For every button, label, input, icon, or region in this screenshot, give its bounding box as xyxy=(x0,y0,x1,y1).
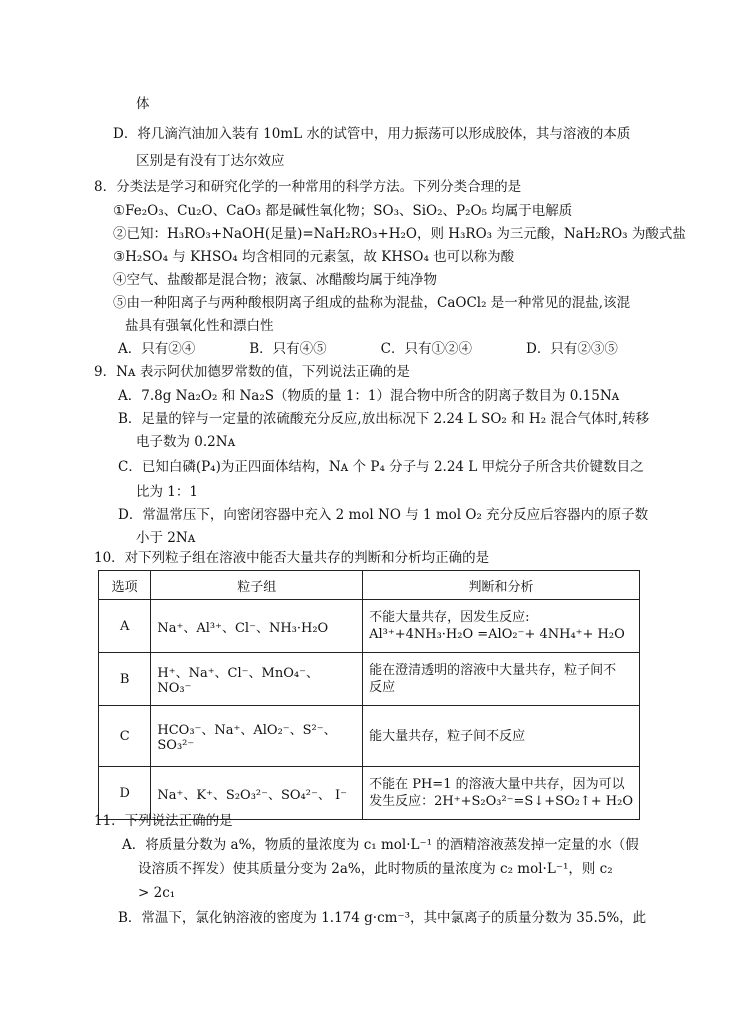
question-10-stem: 10．对下列粒子组在溶液中能否大量共存的判断和分析均正确的是 xyxy=(94,550,490,566)
option-d-text: D．将几滴汽油加入装有 10mL 水的试管中，用力振荡可以形成胶体，其与溶液的本质 xyxy=(113,126,631,142)
line-continuation: 体 xyxy=(136,96,150,112)
question-8-stem: 8．分类法是学习和研究化学的一种常用的科学方法。下列分类合理的是 xyxy=(94,179,522,195)
q8-options: A．只有②④ B．只有④⑤ C．只有①②④ D．只有②③⑤ xyxy=(118,341,618,357)
q8-statement-3: ③H₂SO₄ 与 KHSO₄ 均含相同的元素氢，故 KHSO₄ 也可以称为酸 xyxy=(113,249,515,265)
q9-option-b-cont: 电子数为 0.2Nᴀ xyxy=(136,434,236,450)
row-analysis xyxy=(363,767,640,820)
q9-option-d-cont: 小于 2Nᴀ xyxy=(136,530,196,546)
analysis-line-2: Al³⁺+4NH₃·H₂O =AlO₂⁻+ 4NH₄⁺+ H₂O xyxy=(369,627,625,642)
q8-statement-5: ⑤由一种阳离子与两种酸根阴离子组成的盐称为混盐，CaOCl₂ 是一种常见的混盐,该混 xyxy=(113,295,631,311)
analysis-line-2: 反应 xyxy=(369,680,396,695)
header-particles: 粒子组 xyxy=(151,571,363,600)
row-option: B xyxy=(99,653,151,706)
header-analysis: 判断和分析 xyxy=(363,571,640,600)
q9-option-d: D．常温常压下，向密闭容器中充入 2 mol NO 与 1 mol O₂ 充分反应后容器内的原子数 xyxy=(118,507,649,523)
row-analysis xyxy=(363,600,640,653)
row-particles: H⁺、Na⁺、Cl⁻、MnO₄⁻、 NO₃⁻ xyxy=(151,653,363,706)
row-particles: Na⁺、Al³⁺、Cl⁻、NH₃·H₂O xyxy=(151,600,363,653)
analysis-line-1: 不能在 PH=1 的溶液大量中共存，因为可以 xyxy=(369,777,625,792)
q11-option-a-cont: 设溶质不挥发）使其质量分变为 2a%，此时物质的量浓度为 c₂ mol·L⁻¹，则 c₂ xyxy=(138,861,613,877)
q11-option-a: A．将质量分数为 a%，物质的量浓度为 c₁ mol·L⁻¹ 的酒精溶液蒸发掉一定量的水（假 xyxy=(122,837,639,853)
option-d-text-cont: 区别是有没有丁达尔效应 xyxy=(136,153,285,169)
ion-coexistence-table xyxy=(98,570,640,820)
q9-option-a: A．7.8g Na₂O₂ 和 Na₂S（物质的量 1：1）混合物中所含的阴离子数目为 0.15Nᴀ xyxy=(118,388,620,404)
row-option: C xyxy=(99,706,151,767)
question-9-stem: 9．Nᴀ 表示阿伏加德罗常数的值，下列说法正确的是 xyxy=(94,364,410,380)
row-analysis xyxy=(363,653,640,706)
row-option: A xyxy=(99,600,151,653)
q8-statement-1: ①Fe₂O₃、Cu₂O、CaO₃ 都是碱性氧化物；SO₃、SiO₂、P₂O₅ 均属于电解质 xyxy=(113,203,573,219)
table-row xyxy=(99,706,640,767)
q8-statement-5-cont: 盐具有强氧化性和漂白性 xyxy=(125,318,274,334)
q8-statement-2: ②已知：H₃RO₃+NaOH(足量)=NaH₂RO₃+H₂O，则 H₃RO₃ 为三元酸，NaH₂RO₃ 为酸式盐 xyxy=(113,226,686,242)
analysis-line-1: 能大量共存，粒子间不反应 xyxy=(369,728,526,744)
q8-statement-4: ④空气、盐酸都是混合物；液氯、冰醋酸均属于纯净物 xyxy=(113,272,437,288)
q9-option-c-cont: 比为 1：1 xyxy=(136,484,198,500)
row-analysis xyxy=(363,706,640,767)
question-11-stem: 11．下列说法正确的是 xyxy=(94,813,233,829)
header-option: 选项 xyxy=(99,571,151,600)
analysis-line-2: 发生反应：2H⁺+S₂O₃²⁻=S↓+SO₂↑+ H₂O xyxy=(369,794,633,809)
table-row xyxy=(99,653,640,706)
q9-option-c: C．已知白磷(P₄)为正四面体结构，Nᴀ 个 P₄ 分子与 2.24 L 甲烷分子所含共价键数目之 xyxy=(118,459,644,475)
analysis-line-1: 不能大量共存，因发生反应: xyxy=(369,610,530,625)
analysis-line-1: 能在澄清透明的溶液中大量共存，粒子间不 xyxy=(369,663,617,678)
row-particles: HCO₃⁻、Na⁺、AlO₂⁻、S²⁻、SO₃²⁻ xyxy=(151,706,363,767)
table-header-row xyxy=(99,571,640,600)
table-row xyxy=(99,600,640,653)
row-option: D xyxy=(99,767,151,820)
row-particles: Na⁺、K⁺、S₂O₃²⁻、SO₄²⁻、 I⁻ xyxy=(151,767,363,820)
q11-option-a-cont2: > 2c₁ xyxy=(138,885,176,901)
q9-option-b: B．足量的锌与一定量的浓硫酸充分反应,放出标况下 2.24 L SO₂ 和 H₂ 混合气体时,转移 xyxy=(118,411,650,427)
q11-option-b: B．常温下，氯化钠溶液的密度为 1.174 g·cm⁻³，其中氯离子的质量分数为 35.5%，此 xyxy=(118,910,647,926)
